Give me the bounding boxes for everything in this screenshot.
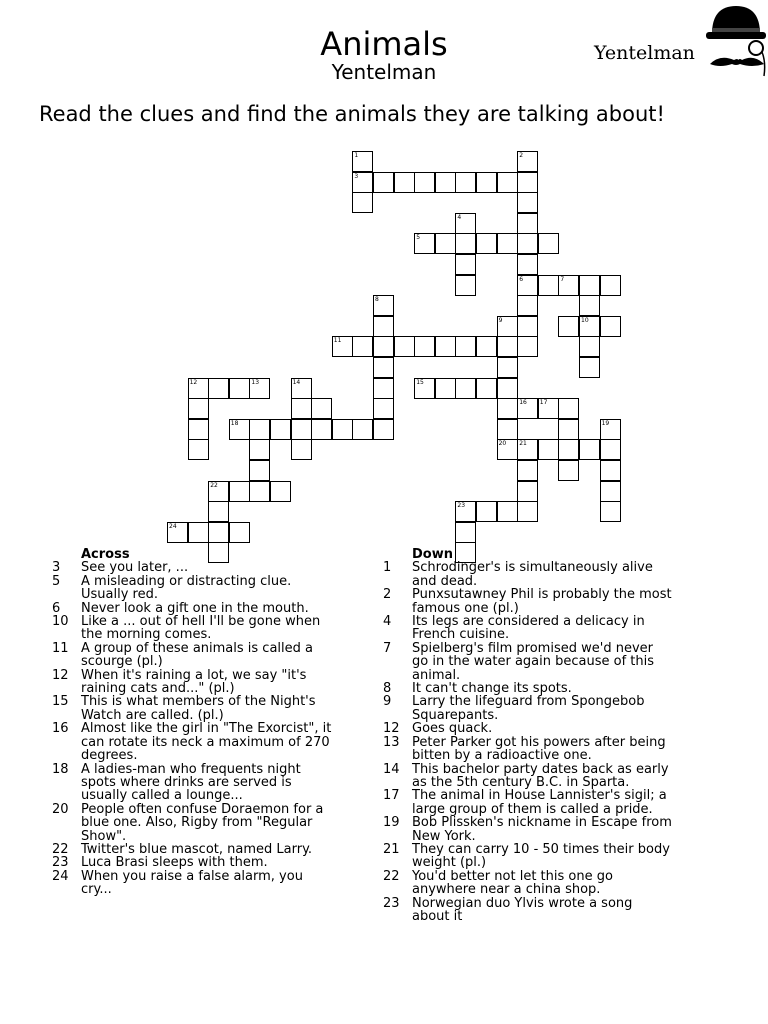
grid-cell[interactable] [600,481,621,502]
grid-cell[interactable] [229,481,250,502]
grid-cell[interactable] [414,336,435,357]
grid-cell[interactable] [373,295,394,316]
grid-cell[interactable] [579,336,600,357]
clue-item [383,843,673,870]
clue-item [52,722,332,762]
clue-item-text: When it's raining a lot, we say "it's raining cats and..." (pl.) [81,667,307,697]
clue-item [52,669,332,696]
clue-item [52,856,332,869]
grid-cell[interactable] [167,522,188,543]
grid-cell[interactable] [538,233,559,254]
clue-item-number: 10 [52,614,69,630]
grid-cell[interactable] [332,336,353,357]
grid-cell[interactable] [558,439,579,460]
clue-item [52,843,332,856]
clue-number: 9 [498,316,503,324]
clue-item [52,870,332,897]
clue-item [383,722,673,735]
clue-item-text: Bob Plissken's nickname in Escape from New York. [412,815,672,844]
clue-item-number: 5 [52,573,61,589]
grid-cell[interactable] [579,295,600,316]
down-clues [383,548,673,923]
grid-cell[interactable] [558,398,579,419]
clue-item [52,642,332,669]
grid-cell[interactable] [249,419,270,440]
grid-cell[interactable] [188,398,209,419]
grid-cell[interactable] [414,378,435,399]
across-clues [52,548,332,897]
clue-item-number: 15 [52,694,69,710]
clue-item-text: A misleading or distracting clue. Usually red. [81,573,292,603]
page-subtitle: Yentelman [331,60,437,84]
clue-item-text: Twitter's blue mascot, named Larry. [81,841,313,857]
across-clue-list [52,561,332,896]
clue-item-text: Schrodinger's is simultaneously alive and dead. [412,560,653,589]
grid-cell[interactable] [476,172,497,193]
clue-item-number: 21 [383,841,400,857]
grid-cell[interactable] [497,336,518,357]
grid-cell[interactable] [249,439,270,460]
clue-item-number: 1 [383,560,392,576]
brand-name: Yentelman [594,42,695,64]
grid-cell[interactable] [517,213,538,234]
grid-cell[interactable] [455,501,476,522]
clue-number: 21 [519,440,527,448]
clue-number: 19 [601,419,610,427]
grid-cell[interactable] [517,316,538,337]
grid-cell[interactable] [435,378,456,399]
grid-cell[interactable] [373,172,394,193]
clue-number: 1 [354,152,359,159]
grid-cell[interactable] [249,481,270,502]
grid-cell[interactable] [188,378,209,399]
clue-item [383,870,673,897]
grid-cell[interactable] [394,336,415,357]
grid-cell[interactable] [373,316,394,337]
clue-number: 20 [498,440,507,448]
clue-number: 8 [375,296,379,304]
clue-item-text: Goes quack. [412,721,493,737]
clue-item-text: The animal in House Lannister's sigil; a large group of them is called a pride. [412,788,667,817]
grid-cell[interactable] [229,522,250,543]
grid-cell[interactable] [435,172,456,193]
clue-item [52,561,332,574]
grid-cell[interactable] [352,419,373,440]
grid-cell[interactable] [208,481,229,502]
clue-number: 18 [230,419,239,427]
grid-cell[interactable] [455,213,476,234]
grid-cell[interactable] [517,336,538,357]
clue-item-number: 8 [383,681,392,697]
grid-cell[interactable] [517,439,538,460]
clue-item [383,682,673,695]
clue-number: 14 [292,378,301,386]
clue-item-text: A group of these animals is called a scourge (pl.) [81,640,313,670]
grid-cell[interactable] [373,357,394,378]
grid-cell[interactable] [311,398,332,419]
clue-item-number: 13 [383,734,400,750]
grid-cell[interactable] [517,398,538,419]
grid-cell[interactable] [600,501,621,522]
clue-item-text: When you raise a false alarm, you cry... [81,868,303,898]
clue-item-number: 7 [383,640,392,656]
grid-cell[interactable] [270,419,291,440]
grid-cell[interactable] [352,172,373,193]
clue-item-number: 3 [52,560,61,576]
grid-cell[interactable] [517,172,538,193]
grid-cell[interactable] [455,378,476,399]
grid-cell[interactable] [455,233,476,254]
clue-number: 17 [539,399,548,407]
clue-number: 5 [416,234,421,242]
grid-cell[interactable] [373,419,394,440]
grid-cell[interactable] [455,522,476,543]
clue-item-text: People often confuse Doraemon for a blue one. Also, Rigby from "Regular Show". [81,801,324,844]
clue-item-number: 4 [383,614,392,630]
grid-cell[interactable] [352,336,373,357]
clue-item-number: 12 [383,721,400,737]
clue-item [383,561,673,588]
clue-number: 12 [189,378,198,386]
grid-cell[interactable] [435,336,456,357]
clue-number: 4 [457,213,462,221]
grid-cell[interactable] [600,439,621,460]
grid-cell[interactable] [517,481,538,502]
page-title: Animals [320,25,448,63]
grid-cell[interactable] [188,439,209,460]
clue-item-text: This bachelor party dates back as early as the 5th century B.C. in Sparta. [412,761,669,790]
grid-cell[interactable] [497,316,518,337]
clue-item-number: 20 [52,801,69,817]
clue-item-text: Spielberg's film promised we'd never go in the water again because of this animal. [412,640,655,683]
clue-item-number: 6 [52,600,61,616]
clue-item-text: See you later, ... [81,560,189,576]
grid-cell[interactable] [476,233,497,254]
grid-cell[interactable] [579,316,600,337]
grid-cell[interactable] [455,275,476,296]
clue-number: 7 [560,275,565,283]
clue-item [52,763,332,803]
clue-item-number: 14 [383,761,400,777]
clue-item-number: 17 [383,788,400,804]
grid-cell[interactable] [291,419,312,440]
grid-cell[interactable] [517,460,538,481]
clue-item [383,615,673,642]
clue-item-text: Peter Parker got his powers after being bitten by a radioactive one. [412,734,666,764]
clue-item-number: 23 [52,855,69,871]
instructions: Read the clues and find the animals they are talking about! [39,102,665,126]
clue-item-text: This is what members of the Night's Watch are called. (pl.) [81,694,316,723]
grid-cell[interactable] [188,522,209,543]
clue-item-text: Larry the lifeguard from Spongebob Squarepants. [412,694,645,723]
clue-item-text: They can carry 10 - 50 times their body weight (pl.) [412,841,670,871]
clue-item-text: Never look a gift one in the mouth. [81,600,309,616]
clue-item-number: 9 [383,694,392,710]
grid-cell[interactable] [600,275,621,296]
clue-item-text: Punxsutawney Phil is probably the most famous one (pl.) [412,587,672,616]
clue-item [52,602,332,615]
grid-cell[interactable] [249,378,270,399]
grid-cell[interactable] [538,439,559,460]
grid-cell[interactable] [497,357,518,378]
clue-item-number: 12 [52,667,69,683]
clue-item-number: 24 [52,868,69,884]
grid-cell[interactable] [497,398,518,419]
clue-item-text: You'd better not let this one go anywhere near a china shop. [412,868,613,898]
clue-item-number: 11 [52,640,69,656]
grid-cell[interactable] [497,419,518,440]
clue-item-text: Almost like the girl in "The Exorcist", it can rotate its neck a maximum of 270 degrees. [81,721,332,764]
clue-item-text: Norwegian duo Ylvis wrote a song about it [412,895,633,924]
clue-number: 15 [416,378,424,386]
clue-item [383,736,673,763]
grid-cell[interactable] [517,254,538,275]
clue-number: 23 [457,502,466,510]
grid-cell[interactable] [291,439,312,460]
clue-item [52,695,332,722]
clue-number: 3 [354,172,359,180]
grid-cell[interactable] [600,316,621,337]
clue-item-text: A ladies-man who frequents night spots where drinks are served is usually called a lounge... [81,761,301,804]
grid-cell[interactable] [476,378,497,399]
grid-cell[interactable] [455,254,476,275]
clue-number: 6 [519,275,524,283]
grid-cell[interactable] [208,378,229,399]
grid-cell[interactable] [497,233,518,254]
grid-cell[interactable] [373,378,394,399]
grid-cell[interactable] [558,275,579,296]
grid-cell[interactable] [208,522,229,543]
clue-item-text: Like a ... out of hell I'll be gone when the morning comes. [81,614,321,643]
clue-number: 11 [333,337,342,345]
clue-item-number: 22 [52,841,69,857]
grid-cell[interactable] [517,501,538,522]
clue-item [383,789,673,816]
clue-number: 13 [251,378,260,386]
grid-cell[interactable] [332,419,353,440]
clue-item [383,642,673,682]
grid-cell[interactable] [311,419,332,440]
grid-cell[interactable] [558,419,579,440]
clue-item-number: 16 [52,721,69,737]
down-heading: Down [412,547,453,562]
clue-item-text: Luca Brasi sleeps with them. [81,855,268,871]
grid-cell[interactable] [455,172,476,193]
clue-item-number: 18 [52,761,69,777]
grid-cell[interactable] [538,275,559,296]
grid-cell[interactable] [497,501,518,522]
grid-cell[interactable] [249,460,270,481]
grid-cell[interactable] [373,336,394,357]
grid-cell[interactable] [229,419,250,440]
clue-item-number: 22 [383,868,400,884]
grid-cell[interactable] [579,439,600,460]
clue-item-number: 19 [383,815,400,831]
grid-cell[interactable] [497,172,518,193]
across-heading: Across [81,547,130,562]
grid-cell[interactable] [476,336,497,357]
clue-number: 2 [519,152,524,159]
grid-cell[interactable] [517,233,538,254]
clue-item-number: 23 [383,895,400,911]
grid-cell[interactable] [414,172,435,193]
clue-number: 16 [519,399,527,407]
grid-cell[interactable] [352,151,373,172]
clue-number: 22 [210,481,218,489]
clue-item-text: It can't change its spots. [412,681,572,697]
clue-item [52,575,332,602]
clue-number: 10 [581,316,589,324]
grid-cell[interactable] [414,233,435,254]
grid-cell[interactable] [538,398,559,419]
grid-cell[interactable] [352,192,373,213]
grid-cell[interactable] [579,275,600,296]
grid-cell[interactable] [476,501,497,522]
clue-item [383,695,673,722]
clue-item [52,615,332,642]
grid-cell[interactable] [558,316,579,337]
grid-cell[interactable] [188,419,209,440]
grid-cell[interactable] [435,233,456,254]
grid-cell[interactable] [455,336,476,357]
grid-cell[interactable] [208,501,229,522]
grid-cell[interactable] [600,460,621,481]
clue-item [383,588,673,615]
clue-item-text: Its legs are considered a delicacy in French cuisine. [412,614,645,643]
clue-item [52,803,332,843]
grid-cell[interactable] [394,172,415,193]
clue-number: 24 [169,522,177,530]
grid-cell[interactable] [229,378,250,399]
down-clue-list [383,561,673,923]
clue-item [383,897,673,924]
clue-item-number: 2 [383,587,392,603]
grid-cell[interactable] [497,439,518,460]
grid-cell[interactable] [517,192,538,213]
grid-cell[interactable] [497,378,518,399]
grid-cell[interactable] [558,460,579,481]
grid-cell[interactable] [291,378,312,399]
clue-item [383,763,673,790]
grid-cell[interactable] [579,357,600,378]
grid-cell[interactable] [270,481,291,502]
grid-cell[interactable] [291,398,312,419]
grid-cell[interactable] [600,419,621,440]
grid-cell[interactable] [517,275,538,296]
grid-cell[interactable] [517,295,538,316]
grid-cell[interactable] [517,151,538,172]
clue-item [383,816,673,843]
grid-cell[interactable] [373,398,394,419]
